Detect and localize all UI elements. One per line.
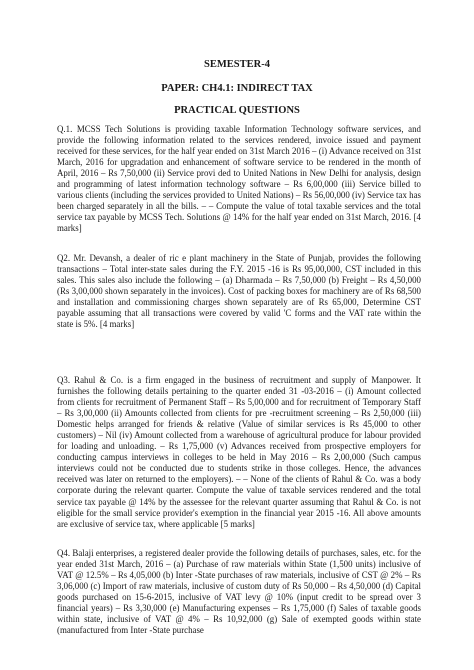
paper-heading: PAPER: CH4.1: INDIRECT TAX — [161, 83, 313, 94]
section-heading: PRACTICAL QUESTIONS — [174, 105, 300, 116]
question-2: Q2. Mr. Devansh, a dealer of ric e plant machinery in the State of Punjab, provides the following transactions – Total inter-state sales during the F.Y. 2015 -16 is Rs 95,00,000, CST included in this sales. This sales also include the following – (a) Dharmada – Rs 7,50,000 (b) Freight – Rs 4,50,000 (Rs 3,00,000 shown separately in the invoices). Cost of packing boxes for machinery are of Rs 68,500 and installation and commissioning charges shown separately are of Rs 65,000, Determine CST payable assuming that all transactions were covered by valid 'C forms and the VAT rate within the state is 5%. [4 marks] — [57, 253, 421, 330]
semester-heading: SEMESTER-4 — [204, 59, 270, 70]
question-3: Q3. Rahul & Co. is a firm engaged in the business of recruitment and supply of Manpower. It furnishes the following details pertaining to the quarter ended 31 -03-2016 – (i) Amount collected from clients for recruitment of Permanent Staff – Rs 5,00,000 and for recruitment of Temporary Staff – Rs 3,00,000 (ii) Amounts collected from clients for pre -recruitment screening – Rs 2,50,000 (iii) Domestic helps arranged for friends & relative (Value of similar services is Rs 45,000 to other customers) – Nil (iv) Amount collected from a warehouse of agricultural produce for labour provided for loading and unloading. – Rs 1,75,000 (v) Advances received from prospective employers for conducting campus interviews in colleges to be held in May 2016 – Rs 2,00,000 (Such campus interviews could not be conducted due to students strike in those colleges. Hence, the advances received was later on returned to the employers). – – None of the clients of Rahul & Co. was a body corporate during the relevant quarter. Compute the value of taxable services rendered and the total service tax payable @ 14% by the assessee for the relevant quarter assuming that Rahul & Co. is not eligible for the small service provider's exemption in the financial year 2015 -16. All above amounts are exclusive of service tax, where applicable [5 marks] — [57, 375, 421, 529]
question-1: Q.1. MCSS Tech Solutions is providing taxable Information Technology software services, and provide the following information related to the services rendered, invoice issued and payment received for these services, for the half year ended on 31st March 2016 – (i) Advance received on 31st March, 2016 for upgradation and enhancement of software service to be rendered in the month of April, 2016 – Rs 7,50,000 (ii) Service provi ded to United Nations in New Delhi for analysis, design and programming of latest information technology software – Rs 6,00,000 (iii) Service billed to various clients (including the services provided to United Nations) – Rs 56,00,000 (iv) Service tax has been charged separately in all the bills. – – Compute the value of total taxable services and the total service tax payable by MCSS Tech. Solutions @ 14% for the half year ended on 31st March, 2016. [4 marks] — [57, 124, 421, 234]
question-4: Q4. Balaji enterprises, a registered dealer provide the following details of purchases, sales, etc. for the year ended 31st March, 2016 – (a) Purchase of raw materials within State (1,500 units) inclusive of VAT @ 12.5% – Rs 4,05,000 (b) Inter -State purchases of raw materials, inclusive of CST @ 2% – Rs 3,06,000 (c) Import of raw materials, inclusive of custom duty of Rs 50,000 – Rs 4,50,000 (d) Capital goods purchased on 15-6-2015, inclusive of VAT levy @ 10% (input credit to be spread over 3 financial years) – Rs 3,30,000 (e) Manufacturing expenses – Rs 1,75,000 (f) Sales of taxable goods within state, inclusive of VAT @ 4% – Rs 10,92,000 (g) Sale of exempted goods within state (manufactured from Inter -State purchase — [57, 548, 421, 636]
